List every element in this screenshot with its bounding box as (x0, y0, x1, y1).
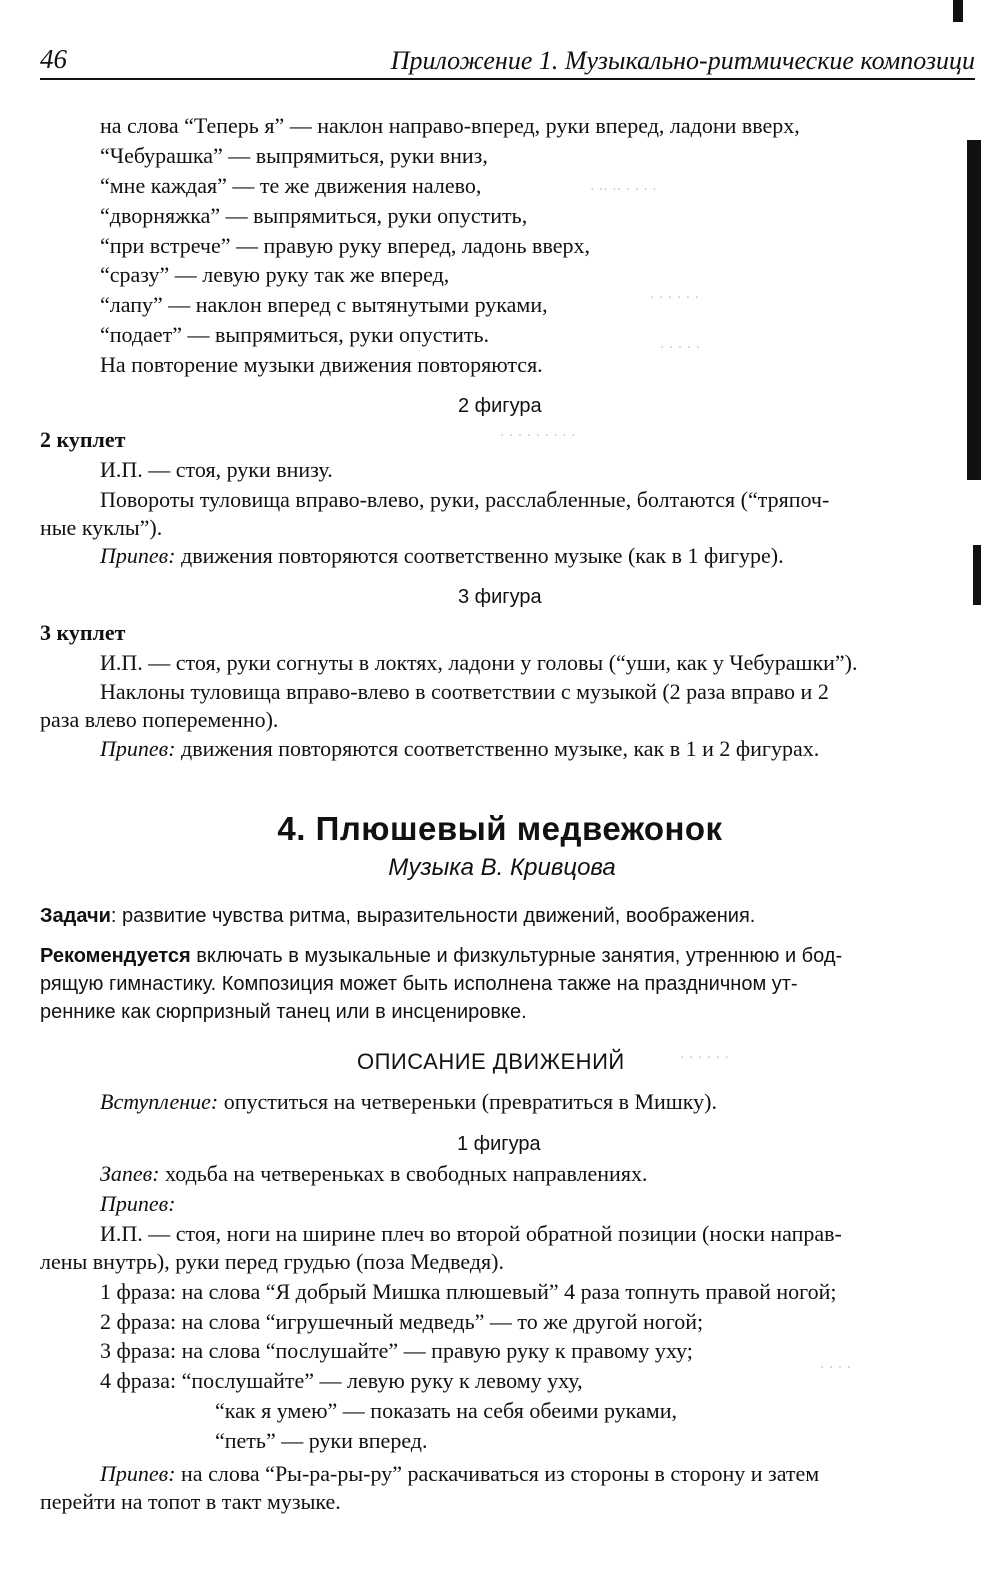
text-line: Повороты туловища вправо-влево, руки, расслабленные, болтаются (“тряпоч- (100, 487, 830, 512)
zapev-text: ходьба на четвереньках в свободных направлениях. (159, 1161, 648, 1186)
figure-title: 1 фигура (457, 1133, 541, 1155)
text-line: “при встрече” — правую руку вперед, ладонь вверх, (100, 233, 590, 258)
text-line: “сразу” — левую руку так же вперед, (100, 262, 450, 287)
phrase-line: 1 фраза: на слова “Я добрый Мишка плюшевый” 4 раза топнуть правой ногой; (100, 1279, 837, 1304)
bleed-through-mark: · · · · · · (680, 1050, 729, 1066)
bleed-through-mark: · · · · (820, 1360, 852, 1376)
text-line: перейти на топот в такт музыке. (40, 1489, 341, 1514)
scan-edge-mark (967, 140, 981, 480)
text-line: на слова “Теперь я” — наклон направо-вперед, руки вперед, ладони вверх, (100, 113, 800, 138)
text-line: “дворняжка” — выпрямиться, руки опустить, (100, 203, 528, 228)
verse-label: 3 куплет (40, 620, 126, 645)
page-header (40, 38, 975, 80)
tasks-label: Задачи (40, 905, 111, 927)
section-subtitle: Музыка В. Кривцова (388, 854, 616, 881)
text-line: На повторение музыки движения повторяются. (100, 352, 543, 377)
zapev-line (100, 1160, 647, 1188)
verse-label: 2 куплет (40, 427, 126, 452)
chorus-label: Припев: (100, 736, 176, 761)
scan-edge-mark (953, 0, 963, 22)
chorus-label: Припев: (100, 1191, 176, 1216)
text-line: Наклоны туловища вправо-влево в соответствии с музыкой (2 раза вправо и 2 (100, 679, 829, 704)
intro-line (100, 1088, 717, 1116)
phrase-continuation: “как я умею” — показать на себя обеими руками, (215, 1398, 677, 1423)
phrase-line: 3 фраза: на слова “послушайте” — правую руку к правому уху; (100, 1338, 693, 1363)
text-line: лены внутрь), руки перед грудью (поза Медведя). (40, 1249, 504, 1274)
text-line: реннике как сюрпризный танец или в инсценировке. (40, 1001, 527, 1023)
final-chorus-line (100, 1460, 819, 1488)
tasks-text: : развитие чувства ритма, выразительности движений, воображения. (110, 905, 756, 927)
figure-title: 3 фигура (458, 586, 542, 608)
tasks-line (40, 902, 755, 930)
text-line: “лапу” — наклон вперед с вытянутыми руками, (100, 292, 548, 317)
chorus-line (100, 735, 819, 763)
chorus-text: движения повторяются соответственно музыке (как в 1 фигуре). (175, 543, 784, 568)
chorus-label: Припев: (100, 1461, 176, 1486)
intro-label: Вступление: (100, 1089, 219, 1114)
recommend-line (40, 942, 842, 970)
text-line: “мне каждая” — те же движения налево, (100, 173, 482, 198)
chorus-line (100, 542, 784, 570)
section-title: 4. Плюшевый медвежонок (277, 810, 723, 847)
phrase-line: 2 фраза: на слова “игрушечный медведь” — то же другой ногой; (100, 1309, 704, 1334)
text-line: “Чебурашка” — выпрямиться, руки вниз, (100, 143, 488, 168)
chorus-label: Припев: (100, 543, 176, 568)
bleed-through-mark: · · · · · (660, 340, 701, 356)
running-title: Приложение 1. Музыкально-ритмические композици (390, 46, 975, 75)
text-line: раза влево попеременно). (40, 707, 279, 732)
figure-title: 2 фигура (458, 395, 542, 417)
starting-position: И.П. — стоя, руки внизу. (100, 457, 333, 482)
phrase-line: 4 фраза: “послушайте” — левую руку к левому уху, (100, 1368, 583, 1393)
page-number: 46 (40, 44, 67, 74)
text-line: ные куклы”). (40, 515, 163, 540)
intro-text: опуститься на четвереньки (превратиться в Мишку). (218, 1089, 717, 1114)
chorus-text: движения повторяются соответственно музыке, как в 1 и 2 фигурах. (175, 736, 820, 761)
recommend-text: включать в музыкальные и физкультурные занятия, утреннюю и бод- (190, 945, 843, 967)
bleed-through-mark: · · · · · · · · · (500, 428, 576, 444)
starting-position: И.П. — стоя, руки согнуты в локтях, ладони у головы (“уши, как у Чебурашки”). (100, 650, 858, 675)
text-line: “подает” — выпрямиться, руки опустить. (100, 322, 490, 347)
recommend-label: Рекомендуется (40, 945, 191, 967)
bleed-through-mark: · ·· ·· · · · · (590, 182, 657, 198)
phrase-continuation: “петь” — руки вперед. (215, 1428, 428, 1453)
starting-position: И.П. — стоя, ноги на ширине плеч во второй обратной позиции (носки направ- (100, 1221, 842, 1246)
chorus-text: на слова “Ры-ра-ры-ру” раскачиваться из стороны в сторону и затем (175, 1461, 820, 1486)
text-line: рящую гимнастику. Композиция может быть исполнена также на праздничном ут- (40, 973, 798, 995)
zapev-label: Запев: (100, 1161, 160, 1186)
scan-edge-mark (973, 545, 981, 605)
movements-title: ОПИСАНИЕ ДВИЖЕНИЙ (357, 1049, 625, 1074)
bleed-through-mark: · · · · · · (650, 290, 699, 306)
